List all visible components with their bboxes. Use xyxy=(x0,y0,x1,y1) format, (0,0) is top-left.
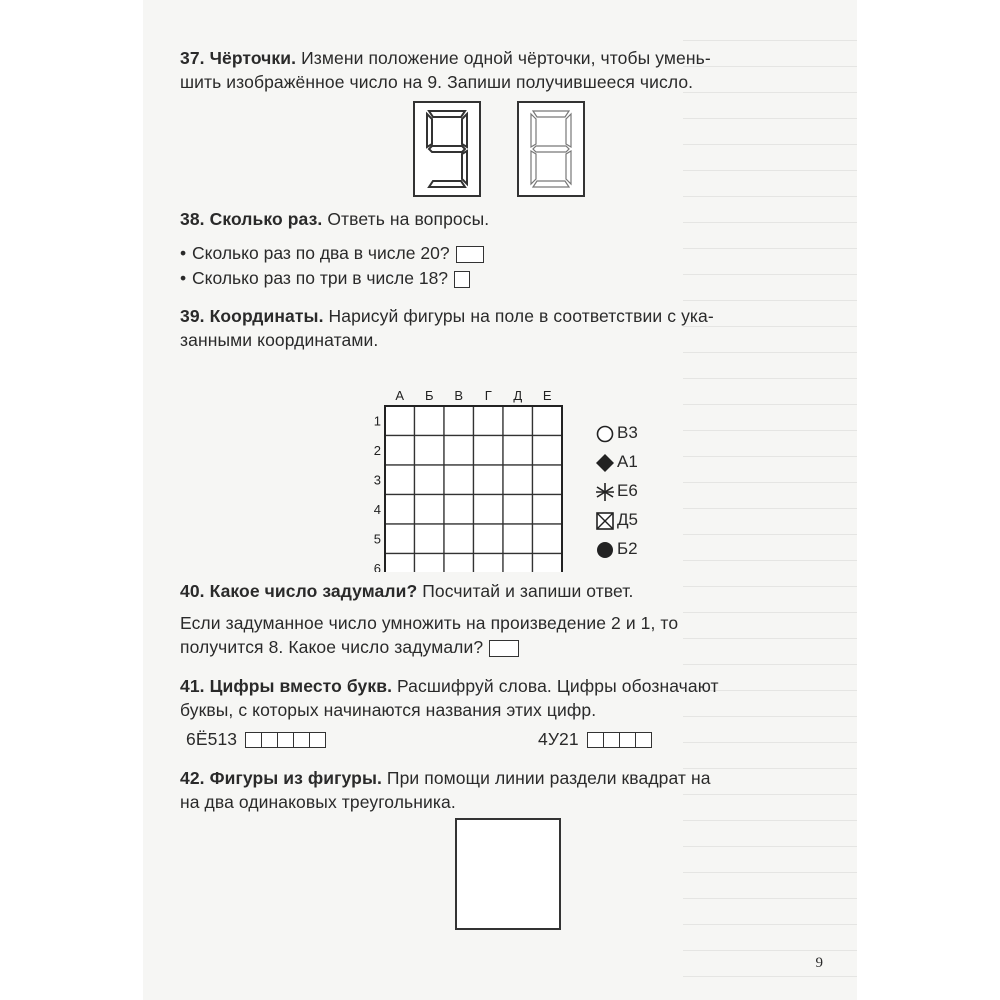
task-40 xyxy=(180,579,835,603)
column-label: А xyxy=(395,388,405,403)
column-label: Д xyxy=(513,388,523,403)
grid-cell-Е2[interactable] xyxy=(533,436,563,466)
task-40-body xyxy=(180,611,835,659)
task-41-text-2: буквы, с которых начинаются названия этих цифр. xyxy=(180,700,597,720)
grid-cell-Г1[interactable] xyxy=(474,406,504,436)
task-42-text: При помощи линии раздели квадрат на xyxy=(381,768,711,788)
answer-cells[interactable] xyxy=(587,732,652,748)
row-label: 5 xyxy=(373,531,381,547)
task-38-text: Ответь на вопросы. xyxy=(322,209,490,229)
grid-cell-В1[interactable] xyxy=(444,406,474,436)
column-label: Г xyxy=(484,388,492,403)
task-37-text-2: шить изображённое число на 9. Запиши получившееся число. xyxy=(180,72,694,92)
legend-coord: В3 xyxy=(617,423,638,442)
grid-cell-Е5[interactable] xyxy=(533,524,563,554)
workbook-page xyxy=(143,0,857,1000)
grid-cell-А2[interactable] xyxy=(385,436,415,466)
grid-cell-А4[interactable] xyxy=(385,495,415,525)
task-41-title: 41. Цифры вместо букв. xyxy=(180,676,393,696)
legend-coord: А1 xyxy=(617,452,638,471)
diamond-filled-icon xyxy=(595,453,615,473)
code-word-2 xyxy=(538,727,835,751)
legend-coord: Д5 xyxy=(617,510,638,529)
row-label: 6 xyxy=(373,560,381,572)
grid-cell-Б5[interactable] xyxy=(415,524,445,554)
task-40-text-3: получится 8. Какое число задумали? xyxy=(180,637,484,657)
grid-cell-Г2[interactable] xyxy=(474,436,504,466)
answer-box[interactable] xyxy=(454,271,470,288)
page-number: 9 xyxy=(815,955,823,971)
question-2-text: Сколько раз по три в числе 18? xyxy=(192,268,449,288)
code-2: 4У21 xyxy=(538,729,579,749)
grid-cell-Б1[interactable] xyxy=(415,406,445,436)
legend-coord: Б2 xyxy=(617,539,638,558)
grid-cell-Б6[interactable] xyxy=(415,554,445,573)
bullet: • xyxy=(180,268,187,288)
row-label: 4 xyxy=(373,501,381,517)
task-38-title: 38. Сколько раз. xyxy=(180,209,323,229)
row-label: 1 xyxy=(373,413,381,429)
task-42 xyxy=(180,766,835,814)
grid-drawing xyxy=(373,386,583,572)
task-39-title: 39. Координаты. xyxy=(180,306,324,326)
task-42-title: 42. Фигуры из фигуры. xyxy=(180,768,382,788)
bleed-through-texture xyxy=(683,40,857,980)
question-1-text: Сколько раз по два в числе 20? xyxy=(192,243,450,263)
grid-cell-В3[interactable] xyxy=(444,465,474,495)
grid-cell-В2[interactable] xyxy=(444,436,474,466)
grid-cell-Е1[interactable] xyxy=(533,406,563,436)
crossed-square-icon xyxy=(595,511,615,531)
grid-cell-Г4[interactable] xyxy=(474,495,504,525)
task-39-text: Нарисуй фигуры на поле в соответствии с ука- xyxy=(323,306,714,326)
task-39 xyxy=(180,304,835,352)
grid-cell-Д6[interactable] xyxy=(503,554,533,573)
row-label: 3 xyxy=(373,472,381,488)
grid-cell-Г5[interactable] xyxy=(474,524,504,554)
code-1: 6Ё513 xyxy=(186,729,238,749)
task-38-question-2 xyxy=(180,266,470,290)
answer-cells[interactable] xyxy=(245,732,326,748)
legend-item xyxy=(595,418,638,447)
grid-cell-Д4[interactable] xyxy=(503,495,533,525)
circle-outline-icon xyxy=(595,424,615,444)
grid-cell-А3[interactable] xyxy=(385,465,415,495)
legend-item xyxy=(595,534,638,563)
answer-box[interactable] xyxy=(489,640,519,657)
coordinate-grid xyxy=(373,386,583,577)
grid-cell-Д5[interactable] xyxy=(503,524,533,554)
legend-item xyxy=(595,447,638,476)
grid-cell-Е6[interactable] xyxy=(533,554,563,573)
grid-cell-А1[interactable] xyxy=(385,406,415,436)
coordinates-legend xyxy=(595,418,638,563)
grid-cell-Б3[interactable] xyxy=(415,465,445,495)
task-42-text-2: на два одинаковых треугольника. xyxy=(180,792,456,812)
task-39-text-2: занными координатами. xyxy=(180,330,379,350)
task-37-text: Измени положение одной чёрточки, чтобы умень- xyxy=(296,48,711,68)
grid-cell-Е4[interactable] xyxy=(533,495,563,525)
square-to-divide[interactable] xyxy=(455,818,561,930)
answer-box[interactable] xyxy=(456,246,484,263)
grid-cell-В5[interactable] xyxy=(444,524,474,554)
seven-segment-nine xyxy=(413,101,481,197)
legend-item xyxy=(595,476,638,505)
legend-item xyxy=(595,505,638,534)
grid-cell-Е3[interactable] xyxy=(533,465,563,495)
digit-nine-drawing xyxy=(415,103,479,195)
grid-cell-Д1[interactable] xyxy=(503,406,533,436)
asterisk-icon xyxy=(595,482,615,502)
bullet: • xyxy=(180,243,187,263)
grid-cell-А6[interactable] xyxy=(385,554,415,573)
grid-cell-Б2[interactable] xyxy=(415,436,445,466)
task-41-text: Расшифруй слова. Цифры обозначают xyxy=(392,676,719,696)
task-38-question-1 xyxy=(180,241,484,265)
column-label: Б xyxy=(424,388,434,403)
grid-cell-Б4[interactable] xyxy=(415,495,445,525)
column-label: В xyxy=(454,388,464,403)
task-37-title: 37. Чёрточки. xyxy=(180,48,297,68)
grid-cell-Д3[interactable] xyxy=(503,465,533,495)
task-41 xyxy=(180,674,835,722)
task-40-text: Посчитай и запиши ответ. xyxy=(417,581,634,601)
task-40-title: 40. Какое число задумали? xyxy=(180,581,418,601)
grid-cell-В6[interactable] xyxy=(444,554,474,573)
column-label: Е xyxy=(542,388,552,403)
grid-cell-Г3[interactable] xyxy=(474,465,504,495)
grid-cell-В4[interactable] xyxy=(444,495,474,525)
grid-cell-Г6[interactable] xyxy=(474,554,504,573)
seven-segment-empty xyxy=(517,101,585,197)
task-37 xyxy=(180,46,835,94)
task-38 xyxy=(180,207,835,231)
row-label: 2 xyxy=(373,442,381,458)
grid-cell-Д2[interactable] xyxy=(503,436,533,466)
grid-cell-А5[interactable] xyxy=(385,524,415,554)
task-40-text-2: Если задуманное число умножить на произведение 2 и 1, то xyxy=(180,613,679,633)
legend-coord: Е6 xyxy=(617,481,638,500)
circle-filled-icon xyxy=(595,540,615,560)
empty-eight-drawing xyxy=(519,103,583,195)
